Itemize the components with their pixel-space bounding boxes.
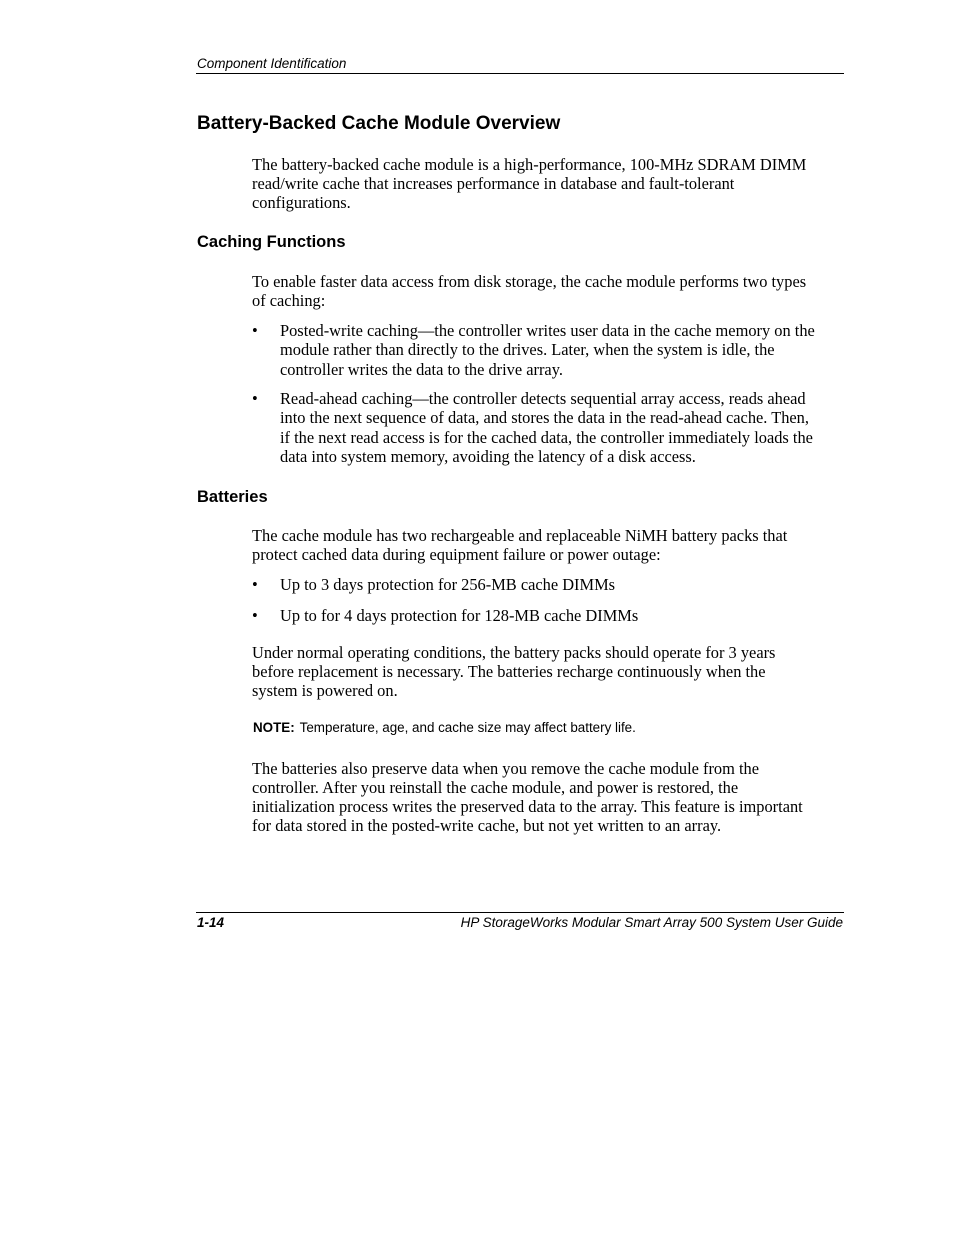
normal-operation-paragraph <box>252 643 848 700</box>
text-line: system is powered on. <box>252 681 398 700</box>
text-line: data into system memory, avoiding the latency of a disk access. <box>280 446 696 466</box>
text-line: controller writes the data to the drive array. <box>280 359 563 379</box>
header-divider <box>196 73 844 74</box>
bullet-icon: • <box>252 321 258 340</box>
text-line: controller. After you reinstall the cache module, and power is restored, the <box>252 778 739 797</box>
list-item-read-ahead <box>252 389 848 466</box>
bullet-icon: • <box>252 575 258 594</box>
list-item-posted-write <box>252 321 848 379</box>
page-title: Battery-Backed Cache Module Overview <box>197 113 561 134</box>
text-line: Posted-write caching—the controller writes user data in the cache memory on the <box>280 321 815 340</box>
running-header: Component Identification <box>197 56 347 71</box>
text-line: The batteries also preserve data when you remove the cache module from the <box>252 759 759 778</box>
text-line: Read-ahead caching—the controller detects sequential array access, reads ahead <box>280 389 806 408</box>
bullet-icon: • <box>252 389 258 408</box>
note-text: Temperature, age, and cache size may affect battery life. <box>299 720 636 735</box>
text-line: initialization process writes the preserved data to the array. This feature is important <box>252 797 803 816</box>
intro-paragraph <box>252 155 848 212</box>
batteries-heading: Batteries <box>197 488 268 506</box>
text-line: configurations. <box>252 193 351 212</box>
text-line: To enable faster data access from disk storage, the cache module performs two types <box>252 272 807 291</box>
note <box>253 720 636 735</box>
bullet-icon: • <box>252 606 258 625</box>
footer-divider <box>196 912 844 913</box>
text-line: read/write cache that increases performance in database and fault-tolerant <box>252 174 735 193</box>
text-line: The cache module has two rechargeable and replaceable NiMH battery packs that <box>252 526 788 545</box>
text-line: for data stored in the posted-write cache, but not yet written to an array. <box>252 816 722 835</box>
text-line: Under normal operating conditions, the battery packs should operate for 3 years <box>252 643 776 662</box>
list-item-128mb <box>252 606 848 625</box>
caching-intro-paragraph <box>252 272 848 310</box>
text-line: The battery-backed cache module is a high-performance, 100-MHz SDRAM DIMM <box>252 155 807 174</box>
text-line: of caching: <box>252 291 326 310</box>
text-line: if the next read access is for the cached data, the controller immediately loads the <box>280 427 813 447</box>
text-line: into the next sequence of data, and stores the data in the read-ahead cache. Then, <box>280 408 809 428</box>
guide-title: HP StorageWorks Modular Smart Array 500 System User Guide <box>460 915 843 930</box>
caching-functions-heading: Caching Functions <box>197 233 346 251</box>
text-line: protect cached data during equipment failure or power outage: <box>252 545 661 564</box>
text-line: Up to for 4 days protection for 128-MB cache DIMMs <box>280 606 639 625</box>
text-line: module rather than directly to the drives. Later, when the system is idle, the <box>280 340 775 360</box>
batteries-intro-paragraph <box>252 526 848 564</box>
text-line: before replacement is necessary. The batteries recharge continuously when the <box>252 662 766 681</box>
list-item-256mb <box>252 575 848 594</box>
page-number: 1-14 <box>197 915 225 930</box>
text-line: Up to 3 days protection for 256-MB cache DIMMs <box>280 575 616 594</box>
note-label: NOTE: <box>253 720 295 735</box>
preserve-data-paragraph <box>252 759 848 835</box>
